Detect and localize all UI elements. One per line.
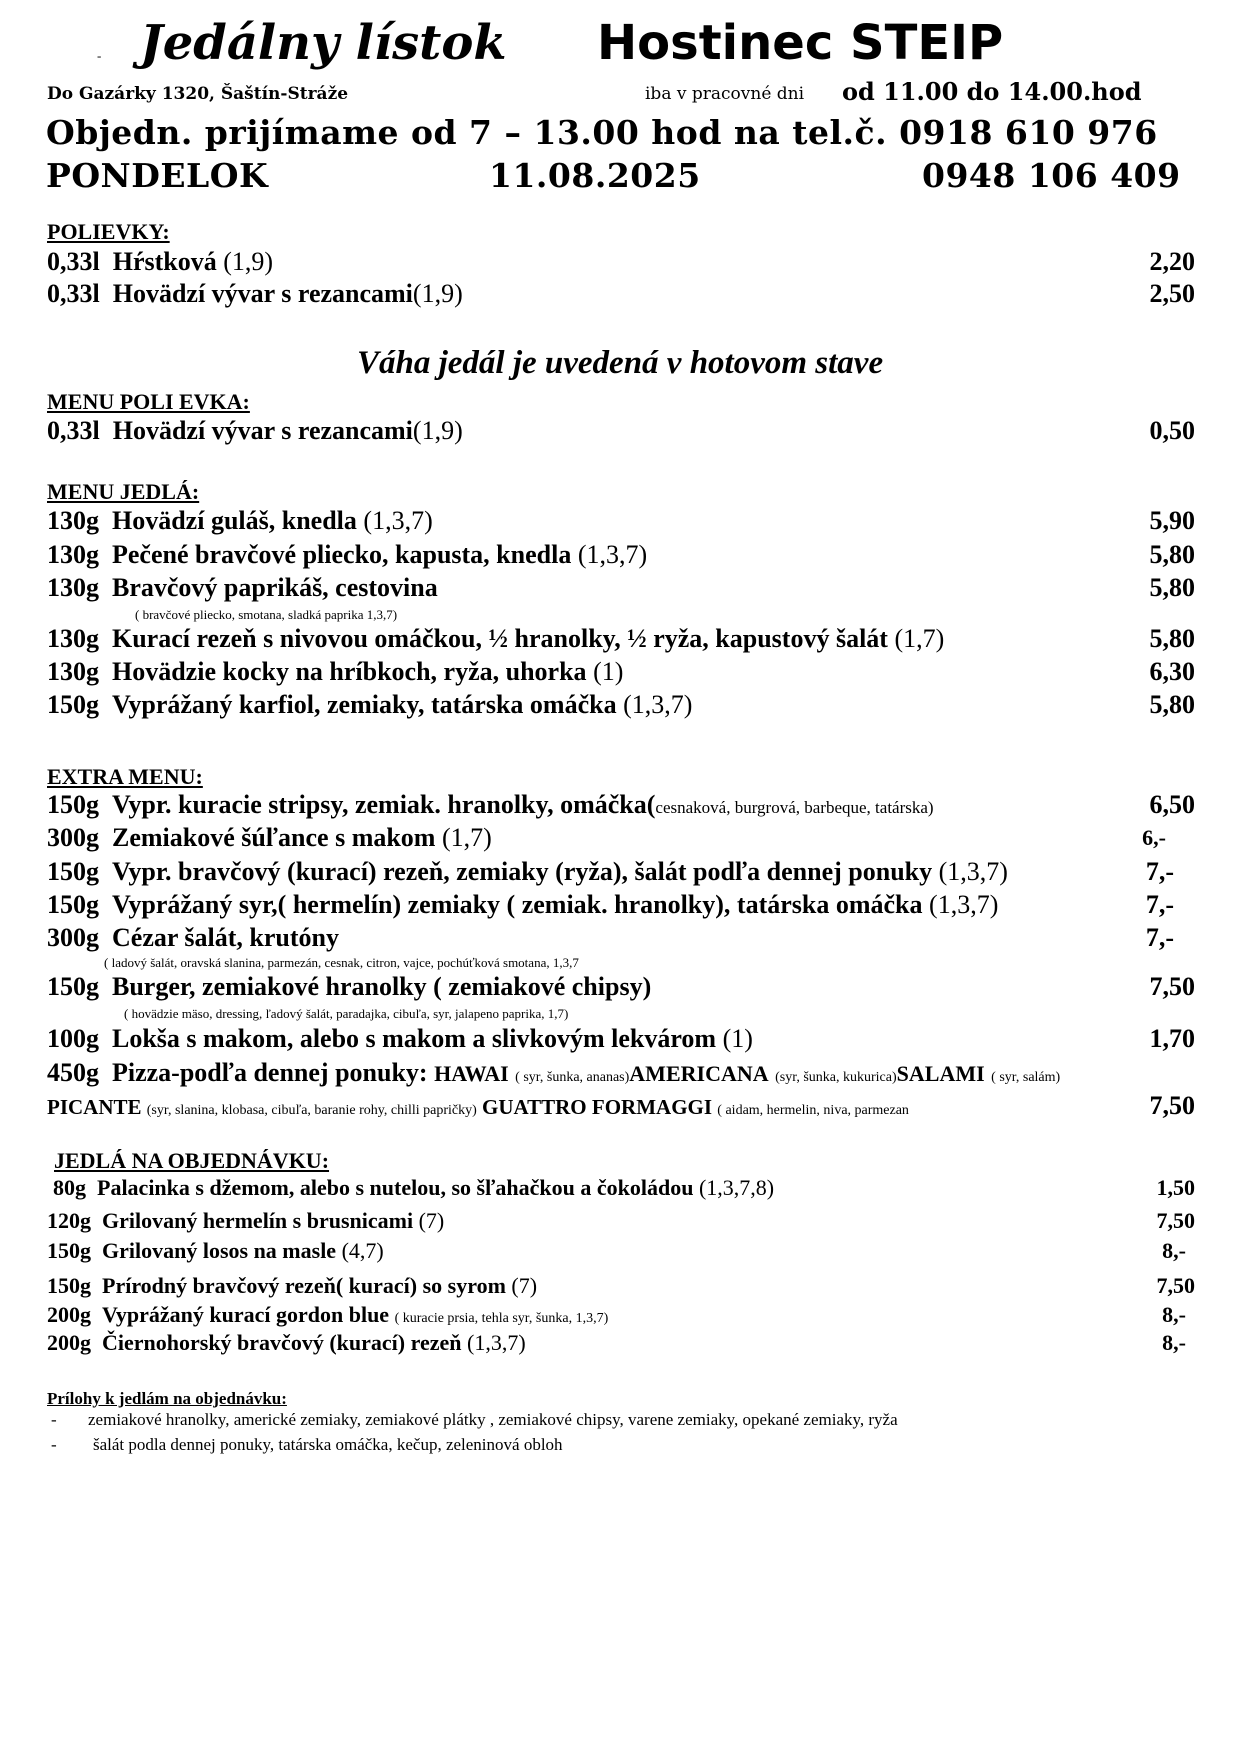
item-name: Grilovaný hermelín s brusnicami	[102, 1208, 414, 1233]
item-name: Pizza-podľa dennej ponuky:	[112, 1058, 428, 1087]
item-price: 8,-	[1162, 1238, 1186, 1263]
item-price: 8,-	[1162, 1302, 1186, 1327]
item-allergens: (7)	[418, 1208, 445, 1233]
item-name: Hovädzí vývar s rezancami	[112, 279, 413, 308]
pizza-americana-note: (syr, šunka, kukurica)	[775, 1070, 897, 1085]
extra-menu-item	[47, 923, 339, 953]
order-meal-item	[47, 1330, 526, 1356]
item-qty: 130g	[47, 506, 99, 535]
order-meal-item	[47, 1238, 384, 1264]
header-dash: -	[97, 48, 102, 63]
orders-line: Objedn. prijímame od 7 – 13.00 hod na tel.č. 0918 610 976	[46, 113, 1158, 152]
item-price: 7,-	[1145, 857, 1174, 886]
address: Do Gazárky 1320, Šaštín-Stráže	[47, 84, 349, 104]
item-price: 5,80	[1149, 624, 1195, 653]
item-qty: 150g	[47, 857, 99, 886]
menu-title: Jedálny lístok	[140, 15, 507, 71]
day-of-week: PONDELOK	[46, 156, 269, 195]
pizza-picante-note: (syr, slanina, klobasa, cibuľa, baranie rohy, chilli papričky)	[146, 1103, 477, 1118]
menu-meal-item	[47, 540, 647, 570]
pizza-formaggi: GUATTRO FORMAGGI	[482, 1095, 713, 1119]
item-name: Vyprážaný kurací gordon blue	[102, 1302, 390, 1327]
item-name: Grilovaný losos na masle	[102, 1238, 337, 1263]
item-allergens: (1,9)	[223, 247, 274, 276]
pizza-item-line2	[47, 1095, 909, 1120]
soup-item	[47, 247, 273, 277]
item-qty: 300g	[47, 923, 99, 952]
item-qty: 120g	[47, 1208, 91, 1233]
pizza-formaggi-note: ( aidam, hermelin, niva, parmezan	[717, 1103, 909, 1118]
item-qty: 130g	[47, 657, 99, 686]
menu-date: 11.08.2025	[489, 156, 701, 195]
menu-meal-item	[47, 624, 944, 654]
soup-item	[47, 279, 463, 309]
item-allergens: (1)	[593, 657, 624, 686]
item-allergens: (1,3,7)	[938, 857, 1008, 886]
item-allergens: (1,3,7)	[623, 690, 693, 719]
item-price: 7,50	[1149, 1091, 1195, 1120]
item-price: 7,-	[1145, 890, 1174, 919]
item-qty: 80g	[53, 1175, 86, 1200]
item-allergens: (1,9)	[412, 416, 463, 445]
opening-hours: od 11.00 do 14.00.hod	[842, 77, 1142, 106]
pizza-americana: AMERICANA	[629, 1061, 769, 1086]
item-price: 7,50	[1149, 972, 1195, 1001]
item-note: ( ladový šalát, oravská slanina, parmezán, cesnak, citron, vajce, pochúťková smotana, 1,3,7	[104, 955, 579, 970]
item-price: 2,50	[1149, 279, 1195, 308]
item-name: Vypr. bravčový (kurací) rezeň, zemiaky (ryža), šalát podľa dennej ponuky	[112, 857, 933, 886]
item-qty: 450g	[47, 1058, 99, 1087]
item-name: Palacinka s džemom, alebo s nutelou, so šľahačkou a čokoládou	[97, 1175, 694, 1200]
item-allergens: (4,7)	[341, 1238, 384, 1263]
section-title-menu-soup: MENU POLI EVKA:	[47, 389, 250, 414]
item-allergens: ( kuracie prsia, tehla syr, šunka, 1,3,7)	[394, 1311, 609, 1326]
item-qty: 130g	[47, 624, 99, 653]
item-name: Burger, zemiakové hranolky ( zemiakové chipsy)	[112, 972, 652, 1001]
menu-meal-item	[47, 506, 433, 536]
item-qty: 150g	[47, 890, 99, 919]
weight-note: Váha jedál je uvedená v hotovom stave	[357, 345, 884, 381]
item-name: Vyprážaný karfiol, zemiaky, tatárska omáčka	[112, 690, 617, 719]
item-qty: 150g	[47, 690, 99, 719]
order-meal-item	[47, 1302, 608, 1328]
order-meal-item	[53, 1175, 774, 1201]
pizza-item	[47, 1058, 1060, 1088]
item-price: 1,50	[1156, 1175, 1195, 1200]
item-qty: 150g	[47, 972, 99, 1001]
item-price: 1,70	[1149, 1024, 1195, 1053]
item-allergens: (1,3,7,8)	[698, 1175, 775, 1200]
item-qty: 0,33l	[47, 247, 100, 276]
item-price: 5,80	[1149, 540, 1195, 569]
item-name: Cézar šalát, krutóny	[112, 923, 340, 952]
section-title-soups: POLIEVKY:	[47, 219, 170, 244]
item-allergens: (1,3,7)	[467, 1330, 526, 1355]
extra-menu-item	[47, 857, 1008, 887]
phone-secondary: 0948 106 409	[922, 156, 1181, 195]
item-qty: 150g	[47, 1238, 91, 1263]
item-qty: 200g	[47, 1302, 91, 1327]
item-qty: 200g	[47, 1330, 91, 1355]
menu-meal-item	[47, 573, 438, 603]
sides-dash: -	[51, 1435, 57, 1454]
item-price: 0,50	[1149, 416, 1195, 445]
item-name: Zemiakové šúľance s makom	[112, 823, 436, 852]
extra-menu-item	[47, 790, 934, 820]
item-name: Vypr. kuracie stripsy, zemiak. hranolky, omáčka(	[112, 790, 656, 819]
item-allergens: (1,9)	[412, 279, 463, 308]
item-qty: 0,33l	[47, 279, 100, 308]
extra-menu-item	[47, 823, 492, 853]
sides-title: Prílohy k jedlám na objednávku:	[47, 1389, 287, 1408]
item-allergens: (1)	[722, 1024, 753, 1053]
item-price: 5,80	[1149, 573, 1195, 602]
item-name: Prírodný bravčový rezeň( kurací) so syrom	[102, 1273, 506, 1298]
item-allergens: (1,3,7)	[929, 890, 999, 919]
order-meal-item	[47, 1208, 444, 1234]
item-allergens: (1,3,7)	[577, 540, 648, 569]
item-name: Pečené bravčové pliecko, kapusta, knedla	[112, 540, 572, 569]
section-title-extra-menu: EXTRA MENU:	[47, 764, 203, 789]
item-qty: 300g	[47, 823, 99, 852]
sides-line: zemiakové hranolky, americké zemiaky, zemiakové plátky , zemiakové chipsy, varene zemiaky, opekané zemiaky, ryža	[88, 1410, 898, 1429]
item-price: 6,30	[1149, 657, 1195, 686]
item-name: Lokša s makom, alebo s makom a slivkovým lekvárom	[112, 1024, 717, 1053]
pizza-salami-note: ( syr, salám)	[991, 1070, 1061, 1085]
item-note: ( bravčové pliecko, smotana, sladká paprika 1,3,7)	[135, 607, 398, 622]
section-title-order-meals: JEDLÁ NA OBJEDNÁVKU:	[54, 1148, 330, 1173]
pizza-hawai: HAWAI	[434, 1061, 509, 1086]
item-qty: 130g	[47, 540, 99, 569]
menu-soup-item	[47, 416, 463, 446]
item-qty: 150g	[47, 790, 99, 819]
workdays-note: iba v pracovné dni	[645, 84, 805, 104]
item-name: Hovädzí guláš, knedla	[112, 506, 357, 535]
item-price: 6,-	[1142, 825, 1166, 850]
restaurant-name: Hostinec STEIP	[597, 15, 1004, 71]
pizza-picante: PICANTE	[47, 1095, 142, 1119]
item-allergens: cesnaková, burgrová, barbeque, tatárska)	[655, 798, 934, 817]
item-price: 8,-	[1162, 1330, 1186, 1355]
extra-menu-item	[47, 1024, 753, 1054]
order-meal-item	[47, 1273, 537, 1299]
item-note: ( hovädzie mäso, dressing, ľadový šalát, paradajka, cibuľa, syr, jalapeno paprika, 1,7)	[124, 1006, 569, 1021]
sides-line: šalát podla dennej ponuky, tatárska omáčka, kečup, zeleninová obloh	[93, 1435, 563, 1454]
item-allergens: (1,7)	[441, 823, 492, 852]
sides-dash: -	[51, 1410, 57, 1429]
pizza-hawai-note: ( syr, šunka, ananas)	[515, 1070, 630, 1085]
item-name: Hŕstková	[112, 247, 217, 276]
item-price: 5,80	[1149, 690, 1195, 719]
item-name: Kurací rezeň s nivovou omáčkou, ½ hranolky, ½ ryža, kapustový šalát	[112, 624, 888, 653]
item-name: Hovädzí vývar s rezancami	[112, 416, 413, 445]
extra-menu-item	[47, 890, 998, 920]
item-price: 5,90	[1149, 506, 1195, 535]
item-price: 6,50	[1149, 790, 1195, 819]
item-qty: 100g	[47, 1024, 99, 1053]
item-name: Čiernohorský bravčový (kurací) rezeň	[102, 1330, 462, 1355]
item-price: 7,50	[1156, 1208, 1195, 1233]
item-qty: 130g	[47, 573, 99, 602]
extra-menu-item	[47, 972, 651, 1002]
item-price: 7,-	[1145, 923, 1174, 952]
menu-meal-item	[47, 657, 623, 687]
item-allergens: (1,7)	[894, 624, 945, 653]
item-qty: 0,33l	[47, 416, 100, 445]
item-price: 2,20	[1149, 247, 1195, 276]
item-name: Bravčový paprikáš, cestovina	[112, 573, 438, 602]
item-allergens: (7)	[511, 1273, 538, 1298]
item-name: Vyprážaný syr,( hermelín) zemiaky ( zemiak. hranolky), tatárska omáčka	[112, 890, 923, 919]
item-price: 7,50	[1156, 1273, 1195, 1298]
pizza-salami: SALAMI	[896, 1061, 985, 1086]
section-title-menu-meals: MENU JEDLÁ:	[47, 479, 200, 504]
item-allergens: (1,3,7)	[363, 506, 433, 535]
item-name: Hovädzie kocky na hríbkoch, ryža, uhorka	[112, 657, 587, 686]
menu-meal-item	[47, 690, 692, 720]
item-qty: 150g	[47, 1273, 91, 1298]
